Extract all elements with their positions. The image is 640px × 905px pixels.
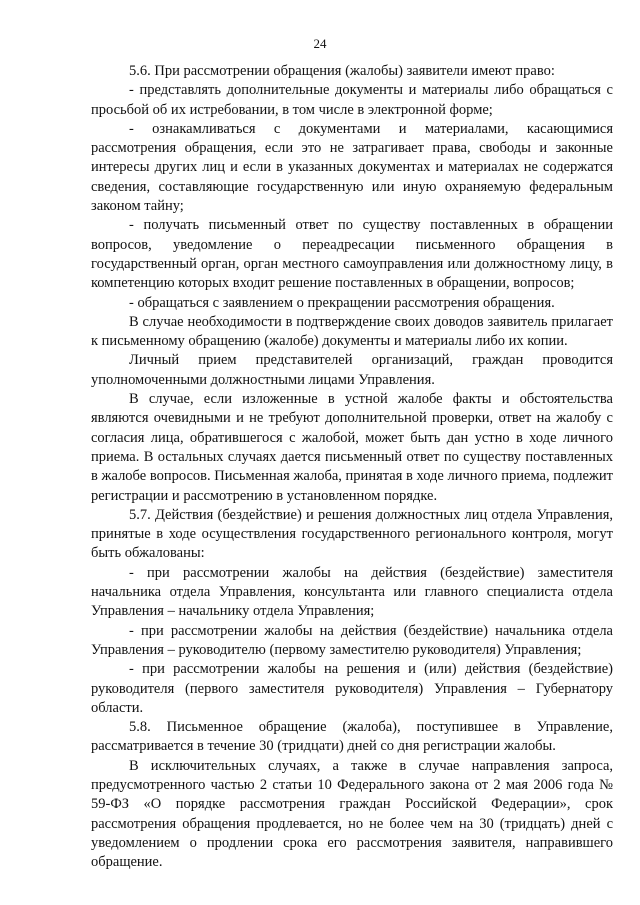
- section-5-7-heading: 5.7. Действия (бездействие) и решения должностных лиц отдела Управления, принятые в ходе осуществления государственного регионального контроля, могут быть обжалованы:: [91, 506, 613, 562]
- section-5-6-heading: 5.6. При рассмотрении обращения (жалобы) заявители имеют право:: [129, 63, 555, 79]
- page-number: 24: [313, 36, 327, 51]
- paragraph-supporting-documents: В случае необходимости в подтверждение своих доводов заявитель прилагает к письменному обращению (жалобе) документы и материалы либо их копии.: [91, 313, 613, 350]
- paragraph-oral-complaint: В случае, если изложенные в устной жалобе факты и обстоятельства являются очевидными и не требуют дополнительной проверки, ответ на жалобу с согласия лица, обратившегося с жалобой, может быть дан устно в ходе личного приема. В остальных случаях дается письменный ответ по существу поставленных в жалобе вопросов. Письменная жалоба, принятая в ходе личного приема, подлежит регистрации и рассмотрению в установленном порядке.: [91, 391, 613, 504]
- paragraph-personal-reception: Личный прием представителей организаций, граждан проводится уполномоченными должностными лицами Управления.: [91, 352, 613, 388]
- appeal-department-head: - при рассмотрении жалобы на действия (бездействие) начальника отдела Управления – руководителю (первому заместителю руководителя) Управления;: [91, 622, 613, 658]
- document-body: [91, 62, 613, 872]
- paragraph-extension: В исключительных случаях, а также в случае направления запроса, предусмотренного частью 2 статьи 10 Федерального закона от 2 мая 2006 года № 59-ФЗ «О порядке рассмотрения граждан Российской Федерации», срок рассмотрения обращения продлевается, но не более чем на 30 (тридцать) дней с уведомлением о продлении срока его рассмотрения заявителя, направившего обращение.: [91, 757, 613, 871]
- right-withdraw-appeal: - обращаться с заявлением о прекращении рассмотрения обращения.: [129, 294, 555, 311]
- right-review-documents: - ознакамливаться с документами и материалами, касающимися рассмотрения обращения, если это не затрагивает права, свободы и законные интересы других лиц и если в указанных документах и материалах не содержатся сведения, составляющие государственную или иную охраняемую федеральным законом тайну;: [91, 120, 613, 215]
- appeal-deputy-head: - при рассмотрении жалобы на действия (бездействие) заместителя начальника отдела Управления, консультанта или главного специалиста отдела Управления – начальнику отдела Управления;: [91, 564, 613, 620]
- section-5-8-heading: 5.8. Письменное обращение (жалоба), поступившее в Управление, рассматривается в течение 30 (тридцати) дней со дня регистрации жалобы.: [91, 719, 613, 755]
- appeal-governor: - при рассмотрении жалобы на решения и (или) действия (бездействие) руководителя (первого заместителя руководителя) Управления – Губернатору области.: [91, 661, 613, 716]
- right-submit-documents: - представлять дополнительные документы и материалы либо обращаться с просьбой об их истребовании, в том числе в электронной форме;: [91, 82, 613, 118]
- right-written-answer: - получать письменный ответ по существу поставленных в обращении вопросов, уведомление о переадресации письменного обращения в государственный орган, орган местного самоуправления или должностному лицу, в компетенцию которых входит решение поставленных в обращении, вопросов;: [91, 217, 613, 292]
